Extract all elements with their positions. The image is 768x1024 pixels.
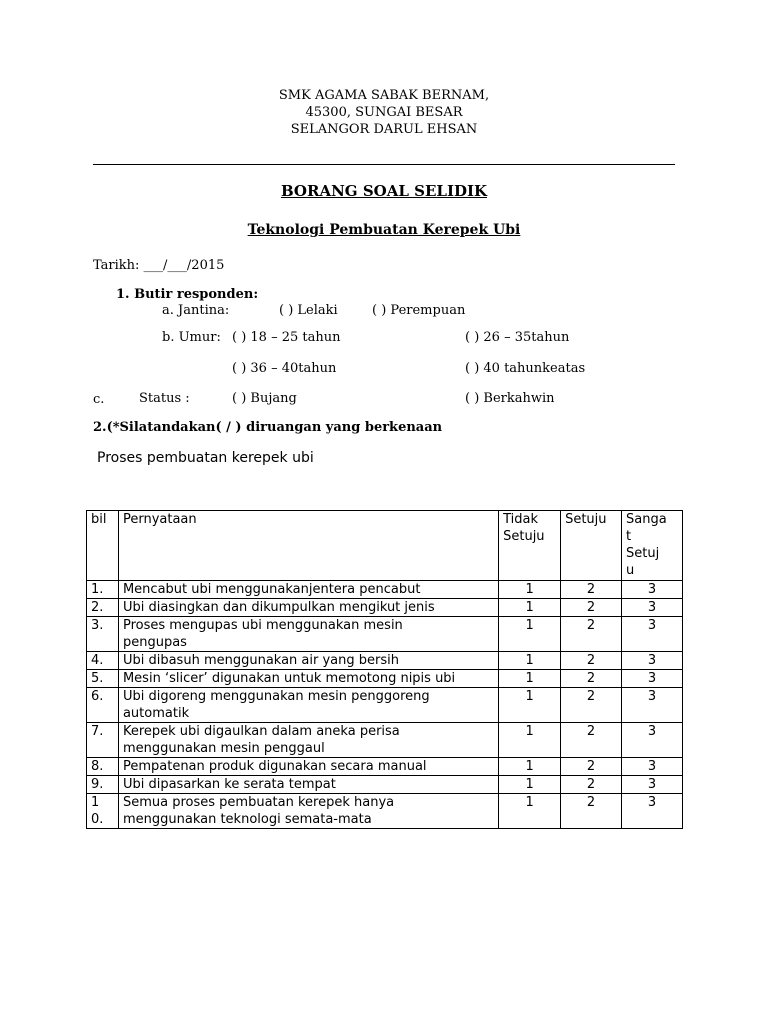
rating-setuju[interactable]: 2 bbox=[561, 723, 622, 758]
rating-tidak-setuju[interactable]: 1 bbox=[499, 581, 561, 599]
row-number-line: 1 bbox=[91, 795, 100, 810]
statement-line: automatik bbox=[122, 706, 190, 721]
age-option-40-plus[interactable]: ( ) 40 tahunkeatas bbox=[465, 361, 586, 376]
school-postcode: 45300, SUNGAI BESAR bbox=[305, 105, 463, 120]
rating-tidak-setuju[interactable]: 1 bbox=[499, 776, 561, 794]
table-row bbox=[87, 794, 683, 829]
rating-sangat-setuju[interactable]: 3 bbox=[622, 670, 683, 688]
rating-setuju[interactable]: 2 bbox=[561, 670, 622, 688]
row-number-line: 5. bbox=[91, 671, 104, 686]
table-row bbox=[87, 599, 683, 617]
rating-tidak-setuju[interactable]: 1 bbox=[499, 758, 561, 776]
school-name: SMK AGAMA SABAK BERNAM, bbox=[278, 88, 490, 103]
statement bbox=[118, 776, 498, 794]
status-index: c. bbox=[93, 392, 105, 407]
statement-line: menggunakan teknologi semata-mata bbox=[122, 812, 372, 827]
table-row bbox=[87, 617, 683, 652]
rating-sangat-setuju[interactable]: 3 bbox=[622, 723, 683, 758]
row-number-line: 6. bbox=[91, 689, 104, 704]
table-row bbox=[87, 581, 683, 599]
row-number bbox=[87, 652, 119, 670]
rating-sangat-setuju[interactable]: 3 bbox=[622, 617, 683, 652]
table-row bbox=[87, 652, 683, 670]
table-row bbox=[87, 723, 683, 758]
row-number bbox=[87, 581, 119, 599]
age-option-18-25[interactable]: ( ) 18 – 25 tahun bbox=[232, 330, 341, 345]
rating-setuju[interactable]: 2 bbox=[561, 652, 622, 670]
rating-sangat-setuju[interactable]: 3 bbox=[622, 776, 683, 794]
header-tidak-setuju-line: Tidak bbox=[503, 512, 539, 527]
header-tidak-setuju-line: Setuju bbox=[503, 529, 545, 544]
statement-line: Ubi digoreng menggunakan mesin penggoreng bbox=[122, 689, 430, 704]
form-title: BORANG SOAL SELIDIK bbox=[280, 182, 488, 200]
header-bil: bil bbox=[87, 511, 119, 581]
rating-tidak-setuju[interactable]: 1 bbox=[499, 688, 561, 723]
row-number bbox=[87, 794, 119, 829]
statement-line: Ubi diasingkan dan dikumpulkan mengikut jenis bbox=[122, 600, 435, 615]
rating-sangat-setuju[interactable]: 3 bbox=[622, 758, 683, 776]
header-pernyataan: Pernyataan bbox=[118, 511, 498, 581]
row-number-line: 7. bbox=[91, 724, 104, 739]
status-option-single[interactable]: ( ) Bujang bbox=[232, 391, 297, 406]
row-number bbox=[87, 688, 119, 723]
statement-line: Proses mengupas ubi menggunakan mesin bbox=[122, 618, 403, 633]
row-number-line: 1. bbox=[91, 582, 104, 597]
statement-line: Ubi dipasarkan ke serata tempat bbox=[122, 777, 336, 792]
date-line: Tarikh: ___/___/2015 bbox=[93, 258, 225, 273]
rating-setuju[interactable]: 2 bbox=[561, 617, 622, 652]
row-number-line: 8. bbox=[91, 759, 104, 774]
section2-heading: 2.(*Silatandakan( / ) diruangan yang berkenaan bbox=[93, 420, 443, 435]
row-number-line: 9. bbox=[91, 777, 104, 792]
rating-setuju[interactable]: 2 bbox=[561, 758, 622, 776]
age-label: b. Umur: bbox=[162, 330, 221, 345]
header-sangat-setuju-line: u bbox=[626, 563, 635, 578]
gender-option-male[interactable]: ( ) Lelaki bbox=[279, 303, 338, 318]
statement bbox=[118, 652, 498, 670]
table-row bbox=[87, 776, 683, 794]
row-number bbox=[87, 758, 119, 776]
status-option-married[interactable]: ( ) Berkahwin bbox=[465, 391, 555, 406]
statement-line: Semua proses pembuatan kerepek hanya bbox=[122, 795, 395, 810]
header-sangat-setuju-line: Sanga bbox=[626, 512, 667, 527]
statement bbox=[118, 670, 498, 688]
statement-line: Ubi dibasuh menggunakan air yang bersih bbox=[122, 653, 399, 668]
header-sangat-setuju-line: t bbox=[626, 529, 632, 544]
section1-heading: 1. Butir responden: bbox=[116, 287, 259, 302]
rating-tidak-setuju[interactable]: 1 bbox=[499, 723, 561, 758]
statement bbox=[118, 581, 498, 599]
statement-line: Pempatenan produk digunakan secara manual bbox=[122, 759, 427, 774]
table-row bbox=[87, 758, 683, 776]
header-setuju: Setuju bbox=[561, 511, 622, 581]
rating-setuju[interactable]: 2 bbox=[561, 688, 622, 723]
table-row bbox=[87, 670, 683, 688]
table-header-row bbox=[87, 511, 683, 581]
rating-setuju[interactable]: 2 bbox=[561, 794, 622, 829]
statement bbox=[118, 758, 498, 776]
statement bbox=[118, 723, 498, 758]
row-number bbox=[87, 723, 119, 758]
rating-tidak-setuju[interactable]: 1 bbox=[499, 617, 561, 652]
rating-setuju[interactable]: 2 bbox=[561, 581, 622, 599]
rating-tidak-setuju[interactable]: 1 bbox=[499, 794, 561, 829]
rating-sangat-setuju[interactable]: 3 bbox=[622, 688, 683, 723]
table-row bbox=[87, 688, 683, 723]
statement-line: Mesin ‘slicer’ digunakan untuk memotong nipis ubi bbox=[122, 671, 456, 686]
rating-sangat-setuju[interactable]: 3 bbox=[622, 794, 683, 829]
row-number-line: 2. bbox=[91, 600, 104, 615]
header-sangat-setuju-line: Setuj bbox=[626, 546, 660, 561]
rating-sangat-setuju[interactable]: 3 bbox=[622, 652, 683, 670]
statement bbox=[118, 688, 498, 723]
rating-setuju[interactable]: 2 bbox=[561, 776, 622, 794]
header-tidak-setuju bbox=[499, 511, 561, 581]
gender-label: a. Jantina: bbox=[162, 303, 230, 318]
school-state: SELANGOR DARUL EHSAN bbox=[290, 122, 478, 137]
form-subtitle: Teknologi Pembuatan Kerepek Ubi bbox=[247, 222, 521, 238]
questionnaire-table bbox=[86, 510, 683, 829]
statement bbox=[118, 617, 498, 652]
age-option-26-35[interactable]: ( ) 26 – 35tahun bbox=[465, 330, 570, 345]
rating-tidak-setuju[interactable]: 1 bbox=[499, 670, 561, 688]
statement-line: menggunakan mesin penggaul bbox=[122, 741, 325, 756]
statement-line: pengupas bbox=[122, 635, 187, 650]
rating-tidak-setuju[interactable]: 1 bbox=[499, 652, 561, 670]
rating-setuju[interactable]: 2 bbox=[561, 599, 622, 617]
statement-line: Kerepek ubi digaulkan dalam aneka perisa bbox=[122, 724, 400, 739]
statement bbox=[118, 794, 498, 829]
row-number-line: 3. bbox=[91, 618, 104, 633]
row-number bbox=[87, 776, 119, 794]
header-sangat-setuju bbox=[622, 511, 683, 581]
row-number-line: 4. bbox=[91, 653, 104, 668]
status-label: Status : bbox=[139, 391, 190, 406]
rating-sangat-setuju[interactable]: 3 bbox=[622, 599, 683, 617]
statement-line: Mencabut ubi menggunakanjentera pencabut bbox=[122, 582, 421, 597]
row-number-line: 0. bbox=[91, 812, 104, 827]
gender-option-female[interactable]: ( ) Perempuan bbox=[372, 303, 466, 318]
section2-intro: Proses pembuatan kerepek ubi bbox=[97, 450, 314, 466]
rating-tidak-setuju[interactable]: 1 bbox=[499, 599, 561, 617]
age-option-36-40[interactable]: ( ) 36 – 40tahun bbox=[232, 361, 337, 376]
row-number bbox=[87, 599, 119, 617]
row-number bbox=[87, 617, 119, 652]
header-divider bbox=[93, 164, 675, 165]
row-number bbox=[87, 670, 119, 688]
statement bbox=[118, 599, 498, 617]
rating-sangat-setuju[interactable]: 3 bbox=[622, 581, 683, 599]
